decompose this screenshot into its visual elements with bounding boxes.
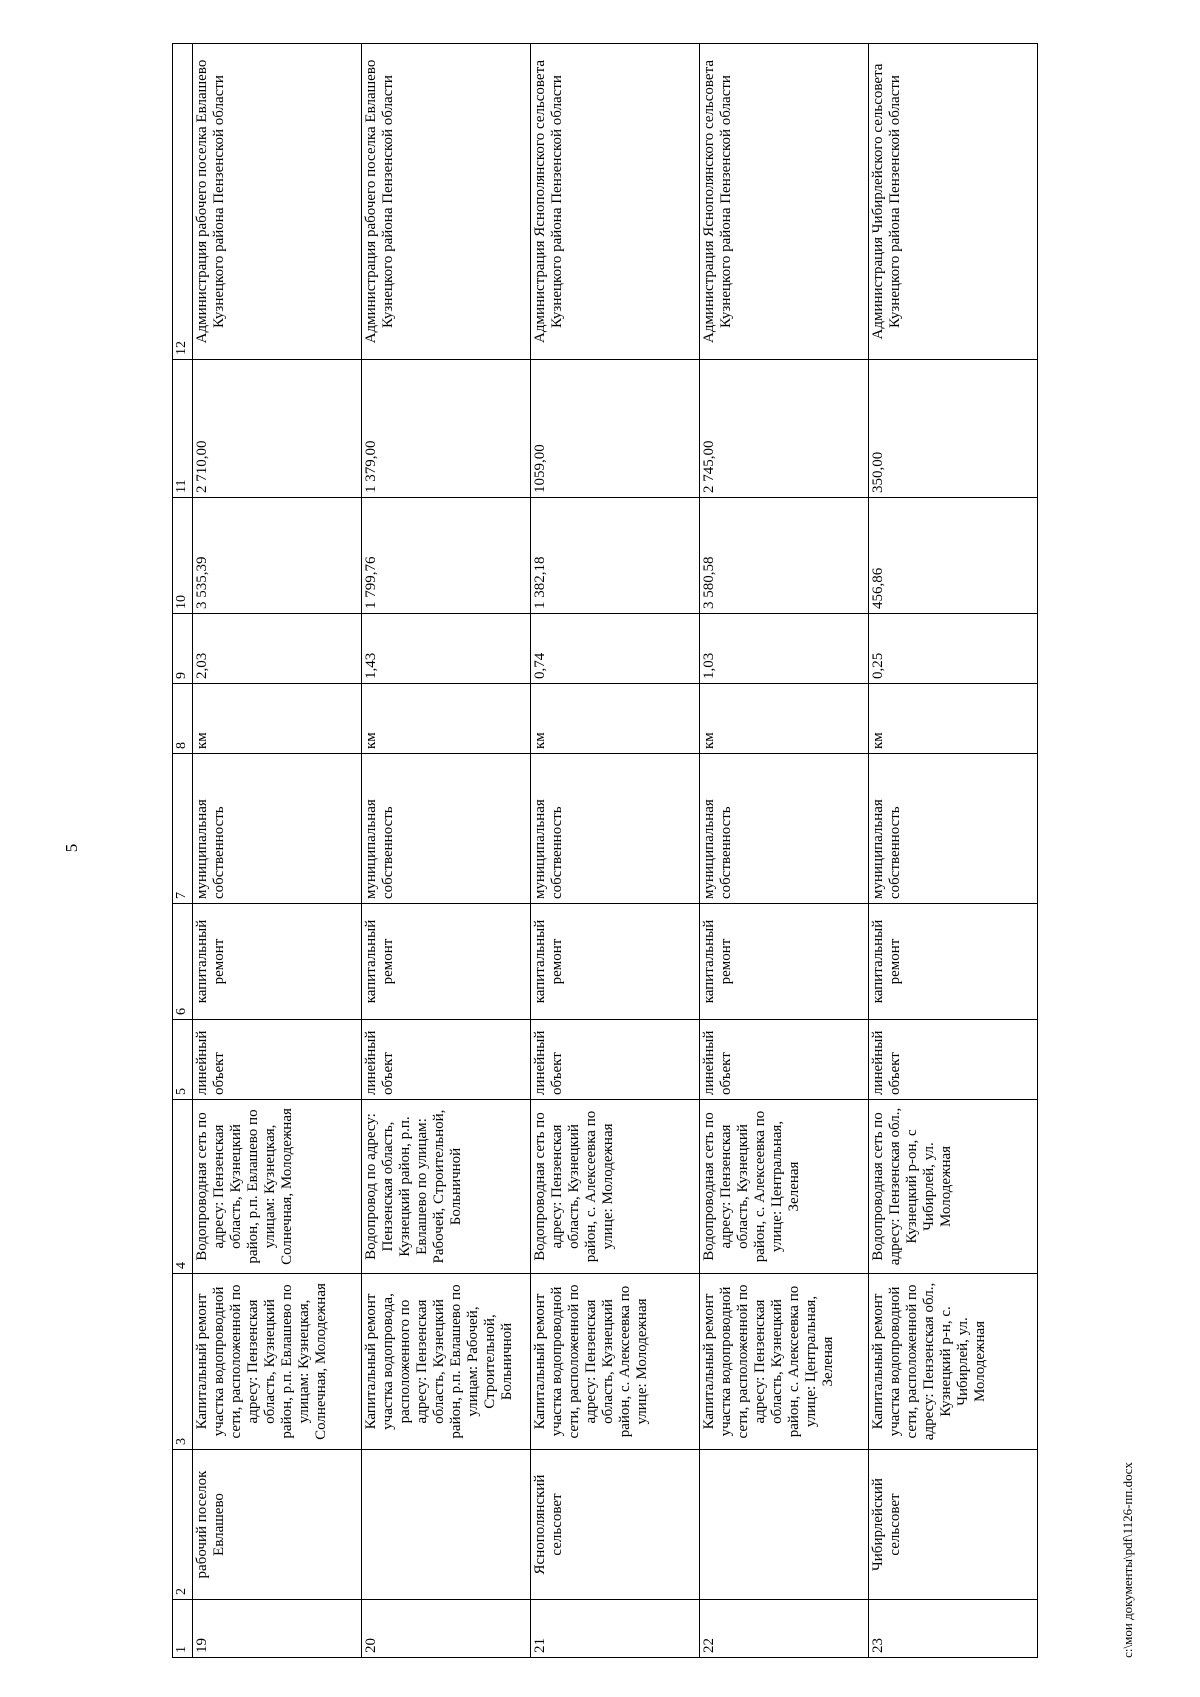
municipality-cell: Яснополянский сельсовет	[531, 1450, 700, 1600]
ownership-cell: муниципальная собственность	[700, 754, 869, 904]
municipality-cell	[362, 1450, 531, 1600]
subsidy-cell: 350,00	[869, 360, 1038, 498]
ownership-cell: муниципальная собственность	[362, 754, 531, 904]
row-number: 22	[700, 1600, 869, 1658]
object-type-cell: линейный объект	[531, 1020, 700, 1100]
administrator-cell: Администрация рабочего поселка Евлашево Кузнецкого района Пензенской области	[193, 44, 362, 360]
ownership-cell: муниципальная собственность	[531, 754, 700, 904]
object-cell: Водопроводная сеть по адресу: Пензенская область, Кузнецкий район, с. Алексеевка по улице: Центральная, Зеленая	[700, 1100, 869, 1274]
column-header-2: 2	[173, 1450, 193, 1600]
ownership-cell: муниципальная собственность	[193, 754, 362, 904]
object-type-cell: линейный объект	[362, 1020, 531, 1100]
work-name-cell: Капитальный ремонт участка водопроводной сети, расположенной по адресу: Пензенская область, Кузнецкий район, с. Алексеевка по улице: Центральная, Зеленая	[700, 1274, 869, 1450]
column-header-11: 11	[173, 360, 193, 498]
work-name-cell: Капитальный ремонт участка водопроводной сети, расположенной по адресу: Пензенская область, Кузнецкий район, с. Алексеевка по улице: Молодежная	[531, 1274, 700, 1450]
table-row	[193, 44, 362, 1658]
work-type-cell: капитальный ремонт	[531, 904, 700, 1020]
work-type-cell: капитальный ремонт	[869, 904, 1038, 1020]
column-header-5: 5	[173, 1020, 193, 1100]
object-type-cell: линейный объект	[193, 1020, 362, 1100]
table-row	[869, 44, 1038, 1658]
unit-cell: км	[362, 684, 531, 754]
subsidy-cell: 2 710,00	[193, 360, 362, 498]
object-type-cell: линейный объект	[700, 1020, 869, 1100]
municipality-cell	[700, 1450, 869, 1600]
column-header-4: 4	[173, 1100, 193, 1274]
work-name-cell: Капитальный ремонт участка водопроводной сети, расположенной по адресу: Пензенская обл., Кузнецкий р-н, с. Чибирлей, ул. Молодежная	[869, 1274, 1038, 1450]
unit-cell: км	[193, 684, 362, 754]
object-cell: Водопроводная сеть по адресу: Пензенская обл., Кузнецкий р-он, с Чибирлей, ул. Молодежная	[869, 1100, 1038, 1274]
row-number: 19	[193, 1600, 362, 1658]
object-cell: Водопровод по адресу: Пензенская область, Кузнецкий район, р.п. Евлашево по улицам: Рабочей, Строительной, Больничной	[362, 1100, 531, 1274]
administrator-cell: Администрация Яснополянского сельсовета Кузнецкого района Пензенской области	[531, 44, 700, 360]
column-header-9: 9	[173, 614, 193, 684]
unit-cell: км	[700, 684, 869, 754]
row-number: 23	[869, 1600, 1038, 1658]
column-header-3: 3	[173, 1274, 193, 1450]
header-row	[173, 44, 193, 1658]
object-cell: Водопроводная сеть по адресу: Пензенская область, Кузнецкий район, с. Алексеевка по улице: Молодежная	[531, 1100, 700, 1274]
quantity-cell: 1,43	[362, 614, 531, 684]
object-type-cell: линейный объект	[869, 1020, 1038, 1100]
cost-cell: 3 535,39	[193, 498, 362, 614]
subsidy-cell: 2 745,00	[700, 360, 869, 498]
page-number: 5	[62, 843, 81, 853]
municipality-cell: Чибирлейский сельсовет	[869, 1450, 1038, 1600]
row-number: 20	[362, 1600, 531, 1658]
work-type-cell: капитальный ремонт	[700, 904, 869, 1020]
quantity-cell: 0,74	[531, 614, 700, 684]
subsidy-cell: 1 379,00	[362, 360, 531, 498]
work-type-cell: капитальный ремонт	[193, 904, 362, 1020]
table-row	[531, 44, 700, 1658]
row-number: 21	[531, 1600, 700, 1658]
column-header-10: 10	[173, 498, 193, 614]
administrator-cell: Администрация рабочего поселка Евлашево Кузнецкого района Пензенской области	[362, 44, 531, 360]
ownership-cell: муниципальная собственность	[869, 754, 1038, 904]
table-row	[362, 44, 531, 1658]
column-header-6: 6	[173, 904, 193, 1020]
column-header-7: 7	[173, 754, 193, 904]
table-container	[172, 44, 1017, 1658]
work-type-cell: капитальный ремонт	[362, 904, 531, 1020]
quantity-cell: 0,25	[869, 614, 1038, 684]
unit-cell: км	[531, 684, 700, 754]
quantity-cell: 2,03	[193, 614, 362, 684]
column-header-8: 8	[173, 684, 193, 754]
cost-cell: 3 580,58	[700, 498, 869, 614]
administrator-cell: Администрация Яснополянского сельсовета Кузнецкого района Пензенской области	[700, 44, 869, 360]
municipality-cell: рабочий поселок Евлашево	[193, 1450, 362, 1600]
cost-cell: 456,86	[869, 498, 1038, 614]
object-cell: Водопроводная сеть по адресу: Пензенская область, Кузнецкий район, р.п. Евлашево по улицам: Кузнецкая, Солнечная, Молодежная	[193, 1100, 362, 1274]
unit-cell: км	[869, 684, 1038, 754]
column-header-1: 1	[173, 1600, 193, 1658]
projects-table	[172, 43, 1038, 1658]
cost-cell: 1 382,18	[531, 498, 700, 614]
footer-file-path: c:\мои документы\pdf\1126-пп.docx	[1120, 1462, 1135, 1658]
subsidy-cell: 1059,00	[531, 360, 700, 498]
column-header-12: 12	[173, 44, 193, 360]
work-name-cell: Капитальный ремонт участка водопроводной сети, расположенной по адресу: Пензенская область, Кузнецкий район, р.п. Евлашево по улицам: Кузнецкая, Солнечная, Молодежная	[193, 1274, 362, 1450]
work-name-cell: Капитальный ремонт участка водопровода, расположенного по адресу: Пензенская область, Кузнецкий район, р.п. Евлашево по улицам: Рабочей, Строительной, Больничной	[362, 1274, 531, 1450]
cost-cell: 1 799,76	[362, 498, 531, 614]
quantity-cell: 1,03	[700, 614, 869, 684]
administrator-cell: Администрация Чибирлейского сельсовета Кузнецкого района Пензенской области	[869, 44, 1038, 360]
table-row	[700, 44, 869, 1658]
